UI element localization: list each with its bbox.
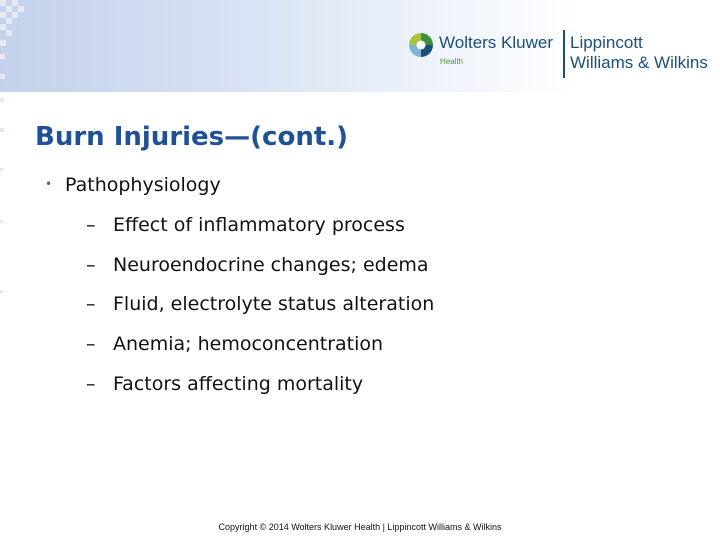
sub-item-text: Factors affecting mortality	[113, 373, 364, 395]
decorative-squares	[0, 0, 40, 540]
slide-title: Burn Injuries—(cont.)	[35, 122, 349, 152]
wk-logo-mark-icon	[408, 32, 434, 58]
logo-divider	[563, 30, 565, 78]
logo-imprint-line-1: Lippincott	[570, 33, 643, 52]
sub-item-text: Anemia; hemoconcentration	[113, 333, 384, 355]
dash-icon: –	[86, 373, 96, 395]
dash-icon: –	[86, 214, 96, 236]
sub-item-anemia	[86, 333, 383, 355]
dash-icon: –	[86, 254, 96, 276]
copyright-footer: Copyright © 2014 Wolters Kluwer Health | Lippincott Williams & Wilkins	[218, 522, 502, 532]
dash-icon: –	[86, 293, 96, 315]
sub-item-text: Fluid, electrolyte status alteration	[113, 293, 435, 315]
sub-item-mortality	[86, 373, 363, 395]
logo-company-name: Wolters Kluwer	[439, 33, 553, 52]
sub-item-fluid-electrolyte	[86, 293, 434, 315]
logo-imprint-line-2: Williams & Wilkins	[570, 53, 708, 72]
bullet-text: Pathophysiology	[65, 174, 221, 196]
sub-item-inflammatory	[86, 214, 405, 236]
sub-item-text: Neuroendocrine changes; edema	[113, 254, 429, 276]
publisher-logo	[408, 28, 718, 80]
sub-item-neuroendocrine	[86, 254, 429, 276]
dash-icon: –	[86, 333, 96, 355]
logo-division-name: Health	[440, 57, 464, 66]
sub-item-text: Effect of inflammatory process	[113, 214, 405, 236]
bullet-item	[45, 174, 221, 196]
bullet-icon: •	[45, 177, 53, 191]
